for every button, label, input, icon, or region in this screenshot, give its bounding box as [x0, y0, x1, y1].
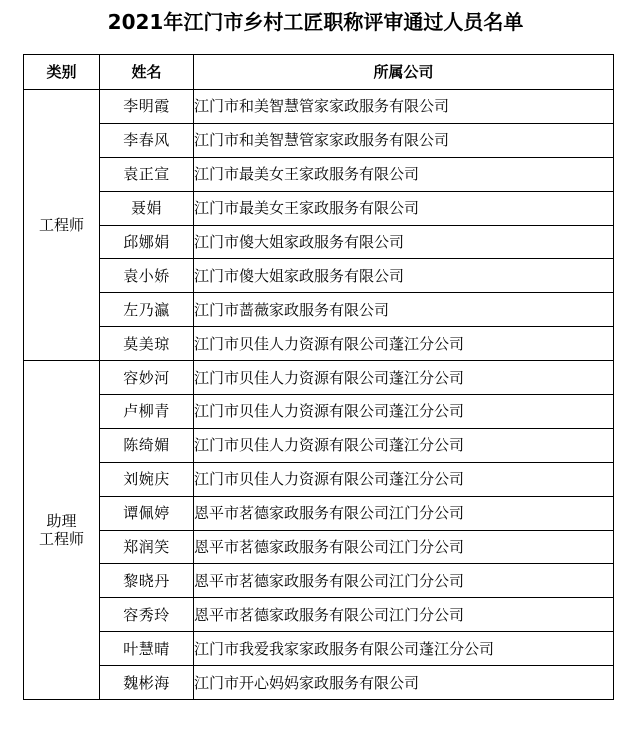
company-cell: 江门市贝佳人力资源有限公司蓬江分公司 [194, 327, 614, 361]
table-row [24, 530, 614, 564]
category-label: 助理 [46, 512, 77, 531]
company-cell: 江门市贝佳人力资源有限公司蓬江分公司 [194, 395, 614, 429]
name-cell: 陈绮媚 [100, 428, 194, 462]
company-cell: 江门市和美智慧管家家政服务有限公司 [194, 123, 614, 157]
company-cell: 江门市最美女王家政服务有限公司 [194, 157, 614, 191]
company-cell: 江门市和美智慧管家家政服务有限公司 [194, 90, 614, 124]
name-cell: 谭佩婷 [100, 496, 194, 530]
category-label-line2: 工程师 [38, 530, 84, 549]
table-row [24, 327, 614, 361]
name-cell: 李明霞 [100, 90, 194, 124]
company-cell: 恩平市茗德家政服务有限公司江门分公司 [194, 564, 614, 598]
name-cell: 叶慧晴 [100, 632, 194, 666]
table-row [24, 598, 614, 632]
company-cell: 恩平市茗德家政服务有限公司江门分公司 [194, 598, 614, 632]
company-cell: 江门市傻大姐家政服务有限公司 [194, 225, 614, 259]
table-row [24, 123, 614, 157]
table-row [24, 225, 614, 259]
table-row [24, 428, 614, 462]
category-cell-engineer [24, 90, 100, 361]
page-title: 2021年江门市乡村工匠职称评审通过人员名单 [107, 10, 524, 34]
company-cell: 恩平市茗德家政服务有限公司江门分公司 [194, 496, 614, 530]
table-row [24, 191, 614, 225]
company-cell: 江门市贝佳人力资源有限公司蓬江分公司 [194, 428, 614, 462]
table-row [24, 90, 614, 124]
company-cell: 江门市我爱我家家政服务有限公司蓬江分公司 [194, 632, 614, 666]
company-cell: 江门市开心妈妈家政服务有限公司 [194, 666, 614, 700]
name-cell: 袁小娇 [100, 259, 194, 293]
company-cell: 江门市贝佳人力资源有限公司蓬江分公司 [194, 462, 614, 496]
name-cell: 聂娟 [100, 191, 194, 225]
company-cell: 恩平市茗德家政服务有限公司江门分公司 [194, 530, 614, 564]
company-cell: 江门市蔷薇家政服务有限公司 [194, 293, 614, 327]
name-cell: 黎晓丹 [100, 564, 194, 598]
table-row [24, 632, 614, 666]
name-cell: 莫美琼 [100, 327, 194, 361]
name-cell: 郑润笑 [100, 530, 194, 564]
table-row [24, 462, 614, 496]
roster-table [23, 54, 614, 700]
name-cell: 李春风 [100, 123, 194, 157]
header-row [24, 55, 614, 90]
company-cell: 江门市贝佳人力资源有限公司蓬江分公司 [194, 361, 614, 395]
header-name: 姓名 [100, 55, 194, 90]
header-company: 所属公司 [194, 55, 614, 90]
name-cell: 袁正宣 [100, 157, 194, 191]
name-cell: 魏彬海 [100, 666, 194, 700]
name-cell: 容秀玲 [100, 598, 194, 632]
table-row [24, 564, 614, 598]
table-row [24, 395, 614, 429]
table-row [24, 259, 614, 293]
name-cell: 卢柳青 [100, 395, 194, 429]
name-cell: 左乃瀛 [100, 293, 194, 327]
category-cell-assistant-engineer [24, 361, 100, 700]
company-cell: 江门市最美女王家政服务有限公司 [194, 191, 614, 225]
name-cell: 刘婉庆 [100, 462, 194, 496]
table-row [24, 361, 614, 395]
table-row [24, 293, 614, 327]
category-label: 工程师 [38, 216, 84, 235]
name-cell: 容妙河 [100, 361, 194, 395]
table-row [24, 157, 614, 191]
header-category: 类别 [24, 55, 100, 90]
table-row [24, 496, 614, 530]
table-row [24, 666, 614, 700]
name-cell: 邱娜娟 [100, 225, 194, 259]
company-cell: 江门市傻大姐家政服务有限公司 [194, 259, 614, 293]
